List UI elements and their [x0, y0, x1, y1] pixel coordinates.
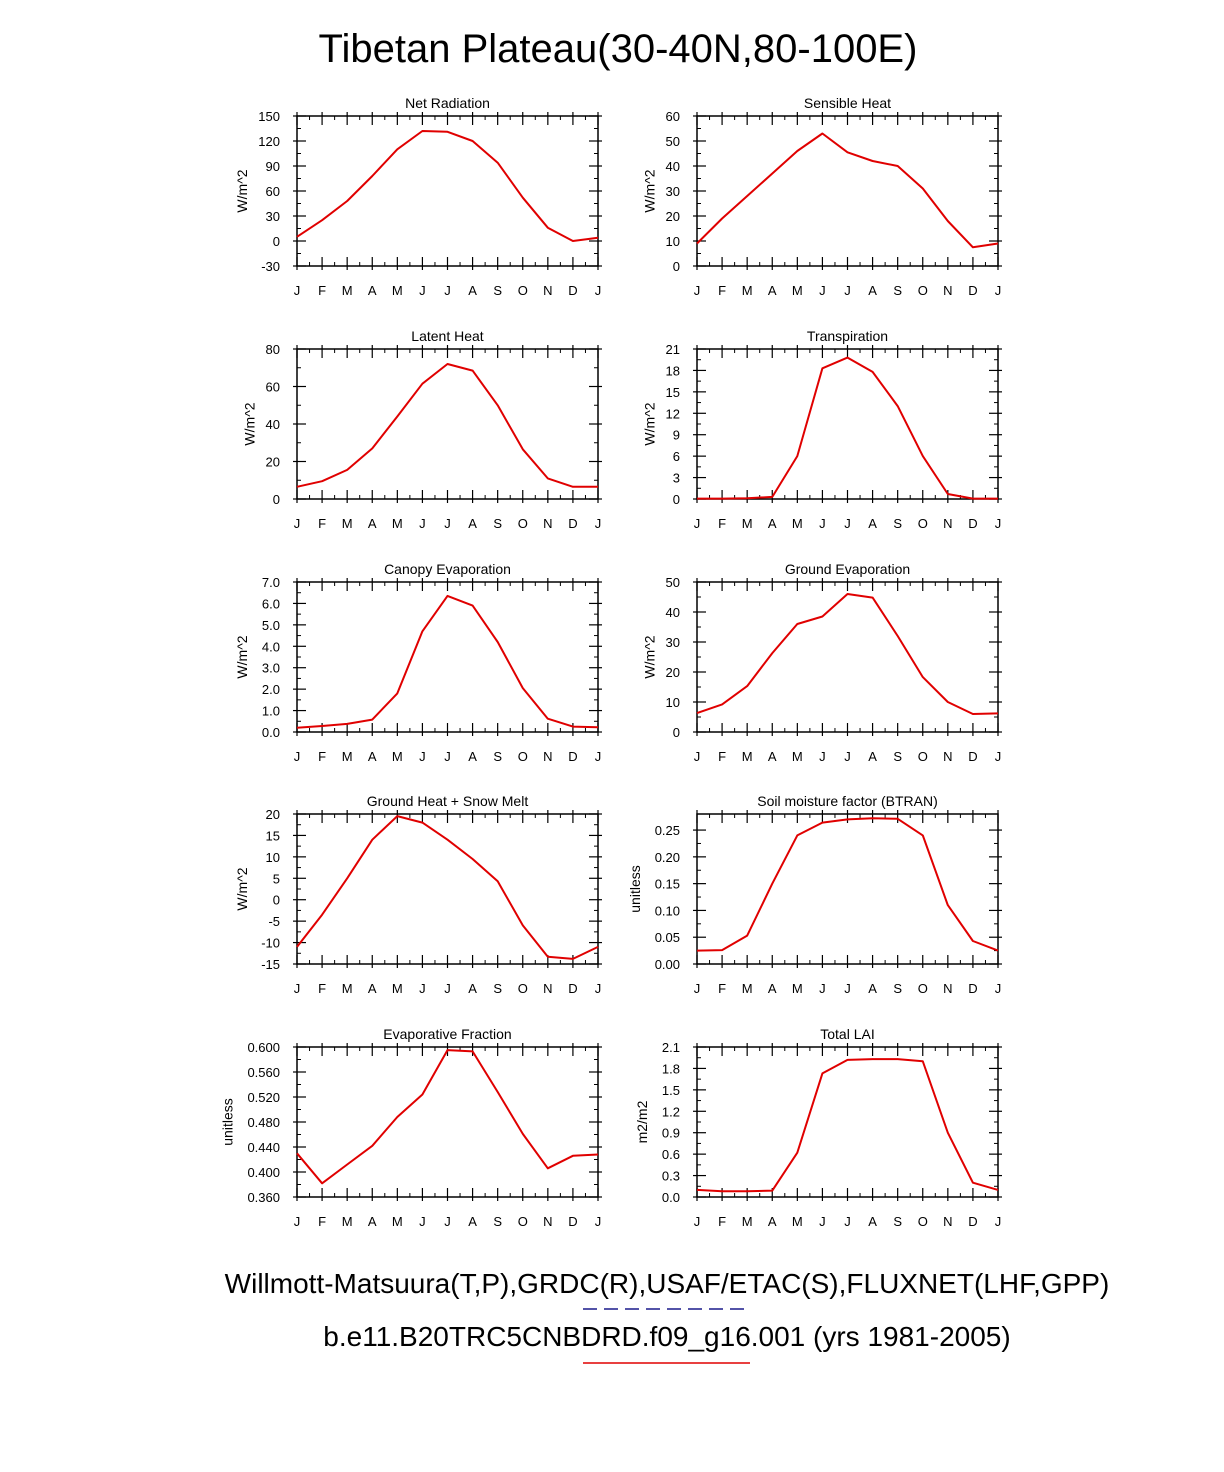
- y-tick-label: 4.0: [261, 639, 280, 655]
- x-tick-label: S: [893, 749, 903, 764]
- y-tick-label: 10: [665, 234, 680, 249]
- x-tick-label: J: [594, 749, 602, 764]
- x-tick-label: F: [718, 1214, 727, 1229]
- x-tick-label: J: [594, 1214, 602, 1229]
- x-tick-label: O: [517, 283, 528, 298]
- x-tick-label: M: [341, 981, 353, 996]
- x-tick-label: F: [318, 981, 327, 996]
- y-tick-label: 1.5: [661, 1082, 680, 1098]
- x-tick-label: F: [718, 283, 727, 298]
- x-tick-label: J: [594, 981, 602, 996]
- y-tick-label: 30: [665, 635, 680, 650]
- x-tick-label: O: [917, 749, 928, 764]
- y-tick-label: 2.1: [661, 1040, 680, 1055]
- x-tick-label: J: [819, 981, 826, 996]
- y-axis: [666, 575, 1002, 740]
- y-tick-label: 10: [665, 695, 680, 710]
- panel-ground-evaporation: [641, 561, 1002, 764]
- x-tick-label: J: [293, 1214, 301, 1229]
- x-tick-label: D: [568, 749, 578, 764]
- y-tick-label: 0: [672, 725, 680, 740]
- x-tick-label: D: [968, 283, 978, 298]
- panel-title: Soil moisture factor (BTRAN): [757, 793, 938, 809]
- x-tick-label: A: [767, 283, 777, 298]
- x-tick-label: S: [493, 1214, 503, 1229]
- y-tick-label: 50: [665, 575, 680, 590]
- x-tick-label: J: [293, 516, 301, 531]
- y-tick-label: 18: [665, 363, 680, 379]
- y-tick-label: 0: [672, 259, 680, 274]
- panel-title: Sensible Heat: [803, 95, 892, 111]
- y-tick-label: 0.20: [654, 849, 680, 865]
- x-tick-label: A: [868, 749, 877, 764]
- y-axis-label: W/m^2: [641, 402, 658, 446]
- x-tick-label: M: [791, 981, 803, 996]
- y-tick-label: 12: [665, 406, 680, 422]
- x-tick-label: M: [391, 1214, 403, 1229]
- x-tick-label: J: [994, 749, 1002, 764]
- x-tick-label: N: [543, 283, 553, 298]
- panel-ground-heat-snow-melt: [234, 793, 602, 996]
- x-tick-label: J: [693, 749, 701, 764]
- panel-title: Ground Heat + Snow Melt: [366, 793, 529, 809]
- x-tick-label: O: [917, 283, 928, 298]
- x-tick-label: M: [391, 749, 403, 764]
- y-axis: [666, 342, 1002, 507]
- x-axis: [694, 578, 1002, 764]
- y-tick-label: 60: [265, 184, 280, 199]
- x-tick-label: O: [917, 981, 928, 996]
- y-tick-label: 0: [672, 492, 680, 507]
- y-axis-label: W/m^2: [234, 635, 251, 679]
- plot-frame: [297, 349, 598, 499]
- series-line: [297, 596, 598, 728]
- y-tick-label: 40: [665, 605, 680, 620]
- x-tick-label: F: [318, 516, 327, 531]
- y-axis-label: m2/m2: [634, 1100, 651, 1144]
- x-tick-label: M: [741, 516, 753, 531]
- y-axis: [247, 1040, 602, 1205]
- x-tick-label: J: [293, 749, 301, 764]
- x-tick-label: A: [767, 981, 777, 996]
- y-tick-label: 30: [665, 184, 680, 199]
- x-tick-label: J: [594, 516, 602, 531]
- x-tick-label: J: [419, 516, 426, 531]
- x-tick-label: D: [568, 981, 578, 996]
- x-tick-label: S: [493, 981, 503, 996]
- panel-total-lai: [634, 1026, 1002, 1229]
- series-line: [697, 594, 998, 714]
- y-tick-label: 120: [258, 134, 280, 149]
- y-tick-label: 0.3: [661, 1168, 680, 1184]
- x-axis: [694, 112, 1002, 298]
- y-axis: [666, 109, 1002, 274]
- x-axis: [694, 810, 1002, 996]
- x-tick-label: A: [868, 516, 877, 531]
- y-tick-label: 10: [265, 849, 280, 865]
- x-tick-label: S: [493, 749, 503, 764]
- x-tick-label: J: [444, 516, 451, 531]
- x-tick-label: F: [318, 749, 327, 764]
- panel-title: Total LAI: [820, 1026, 875, 1042]
- panel-evaporative-fraction: [220, 1026, 603, 1229]
- x-tick-label: N: [543, 516, 553, 531]
- x-axis: [294, 810, 602, 996]
- panel-title: Latent Heat: [411, 328, 484, 344]
- y-tick-label: 60: [265, 379, 280, 395]
- y-tick-label: 20: [265, 807, 280, 822]
- x-tick-label: S: [893, 283, 903, 298]
- x-tick-label: J: [819, 516, 826, 531]
- panel-canopy-evaporation: [234, 561, 602, 764]
- x-tick-label: M: [791, 749, 803, 764]
- x-tick-label: N: [943, 516, 953, 531]
- y-tick-label: -5: [268, 914, 280, 930]
- plot-frame: [697, 1047, 998, 1197]
- y-tick-label: 0.0: [661, 1190, 680, 1205]
- x-tick-label: F: [718, 516, 727, 531]
- y-tick-label: 5.0: [261, 617, 280, 633]
- x-tick-label: D: [968, 516, 978, 531]
- y-tick-label: 3: [672, 470, 680, 486]
- x-axis: [694, 1043, 1002, 1229]
- y-tick-label: 15: [265, 828, 280, 844]
- y-tick-label: 0.10: [654, 903, 680, 919]
- x-tick-label: O: [517, 981, 528, 996]
- panel-title: Ground Evaporation: [784, 561, 911, 577]
- y-tick-label: 20: [665, 665, 680, 680]
- plot-frame: [297, 116, 598, 266]
- x-tick-label: N: [943, 981, 953, 996]
- x-tick-label: J: [994, 283, 1002, 298]
- series-line: [697, 358, 998, 499]
- x-axis: [694, 345, 1002, 531]
- x-axis: [294, 1043, 602, 1229]
- x-tick-label: A: [468, 1214, 477, 1229]
- y-tick-label: 6.0: [261, 596, 280, 612]
- x-tick-label: J: [444, 283, 451, 298]
- x-tick-label: M: [341, 283, 353, 298]
- x-tick-label: M: [741, 1214, 753, 1229]
- y-tick-label: 30: [265, 209, 280, 224]
- x-tick-label: J: [419, 1214, 426, 1229]
- x-tick-label: M: [391, 516, 403, 531]
- y-tick-label: 3.0: [261, 660, 280, 676]
- x-tick-label: J: [693, 1214, 701, 1229]
- x-tick-label: J: [844, 283, 851, 298]
- panel-title: Evaporative Fraction: [383, 1026, 512, 1042]
- x-tick-label: F: [718, 749, 727, 764]
- x-tick-label: J: [693, 283, 701, 298]
- x-tick-label: J: [419, 749, 426, 764]
- y-tick-label: 0.25: [654, 823, 680, 839]
- y-axis-label: W/m^2: [234, 867, 251, 911]
- x-tick-label: J: [844, 516, 851, 531]
- x-tick-label: J: [819, 1214, 826, 1229]
- panel-latent-heat: [241, 328, 602, 531]
- x-tick-label: D: [968, 1214, 978, 1229]
- x-tick-label: A: [468, 283, 477, 298]
- figure-title: Tibetan Plateau(30-40N,80-100E): [318, 27, 918, 71]
- x-tick-label: A: [367, 1214, 377, 1229]
- y-tick-label: 2.0: [261, 682, 280, 698]
- x-tick-label: A: [767, 749, 777, 764]
- series-line: [297, 1050, 598, 1183]
- plot-frame: [697, 116, 998, 266]
- x-tick-label: J: [994, 1214, 1002, 1229]
- x-tick-label: A: [868, 981, 877, 996]
- x-tick-label: S: [493, 516, 503, 531]
- x-tick-label: S: [893, 981, 903, 996]
- panel-title: Net Radiation: [405, 95, 490, 111]
- y-tick-label: 6: [672, 449, 680, 465]
- y-axis-label: unitless: [219, 1098, 236, 1146]
- x-tick-label: A: [767, 1214, 777, 1229]
- x-tick-label: O: [517, 516, 528, 531]
- x-tick-label: D: [568, 283, 578, 298]
- y-tick-label: 20: [265, 454, 280, 470]
- x-tick-label: J: [444, 1214, 451, 1229]
- y-tick-label: 40: [265, 417, 280, 432]
- panel-soil-moisture-factor-btran: [627, 793, 1002, 996]
- y-tick-label: 5: [272, 871, 280, 887]
- plot-frame: [297, 814, 598, 964]
- y-tick-label: 50: [665, 134, 680, 149]
- x-tick-label: J: [819, 749, 826, 764]
- plot-frame: [697, 814, 998, 964]
- y-tick-label: 0.520: [247, 1090, 280, 1105]
- x-tick-label: J: [293, 283, 301, 298]
- y-axis-label: W/m^2: [234, 169, 251, 213]
- x-tick-label: D: [968, 981, 978, 996]
- x-tick-label: J: [844, 1214, 851, 1229]
- y-tick-label: 0.00: [654, 957, 680, 972]
- y-tick-label: 20: [665, 209, 680, 224]
- x-tick-label: A: [868, 283, 877, 298]
- y-tick-label: 80: [265, 342, 280, 357]
- y-tick-label: 0.360: [247, 1190, 280, 1205]
- plot-frame: [697, 582, 998, 732]
- y-tick-label: 0.400: [247, 1165, 280, 1180]
- panels: [220, 95, 1003, 1229]
- y-axis-label: W/m^2: [241, 402, 258, 446]
- x-tick-label: A: [367, 516, 377, 531]
- x-tick-label: N: [943, 749, 953, 764]
- x-tick-label: J: [693, 516, 701, 531]
- x-tick-label: D: [968, 749, 978, 764]
- series-line: [297, 131, 598, 241]
- y-tick-label: 0.480: [247, 1115, 280, 1130]
- panel-sensible-heat: [641, 95, 1002, 298]
- x-tick-label: F: [718, 981, 727, 996]
- y-tick-label: 0.560: [247, 1065, 280, 1080]
- x-tick-label: M: [341, 1214, 353, 1229]
- x-tick-label: J: [419, 283, 426, 298]
- panel-title: Transpiration: [806, 328, 889, 344]
- x-tick-label: N: [943, 1214, 953, 1229]
- x-tick-label: M: [791, 516, 803, 531]
- x-tick-label: M: [741, 749, 753, 764]
- y-tick-label: 1.0: [261, 703, 280, 719]
- y-axis-label: unitless: [626, 865, 643, 913]
- x-tick-label: F: [318, 283, 327, 298]
- x-tick-label: A: [868, 1214, 877, 1229]
- y-tick-label: 0.600: [247, 1040, 280, 1055]
- y-tick-label: 0.6: [661, 1147, 680, 1163]
- legend-obs-label: Willmott-Matsuura(T,P),GRDC(R),USAF/ETAC(S),FLUXNET(LHF,GPP): [224, 1268, 1110, 1299]
- x-tick-label: O: [917, 516, 928, 531]
- x-tick-label: A: [468, 981, 477, 996]
- y-tick-label: 0.440: [247, 1140, 280, 1155]
- y-tick-label: 1.2: [661, 1104, 680, 1120]
- x-tick-label: J: [444, 981, 451, 996]
- legend: [225, 1268, 1110, 1363]
- y-axis: [662, 1040, 1002, 1205]
- y-tick-label: 90: [265, 159, 280, 174]
- x-tick-label: N: [543, 981, 553, 996]
- y-tick-label: -30: [261, 259, 280, 274]
- x-tick-label: M: [341, 516, 353, 531]
- plot-frame: [697, 349, 998, 499]
- y-tick-label: 21: [665, 342, 680, 357]
- x-tick-label: O: [917, 1214, 928, 1229]
- x-tick-label: A: [367, 981, 377, 996]
- series-line: [697, 134, 998, 248]
- x-tick-label: S: [893, 516, 903, 531]
- x-tick-label: D: [568, 1214, 578, 1229]
- series-line: [297, 816, 598, 959]
- x-tick-label: S: [493, 283, 503, 298]
- plot-frame: [297, 1047, 598, 1197]
- x-tick-label: M: [391, 283, 403, 298]
- plot-frame: [297, 582, 598, 732]
- x-tick-label: J: [594, 283, 602, 298]
- x-tick-label: J: [844, 981, 851, 996]
- x-tick-label: D: [568, 516, 578, 531]
- x-tick-label: J: [994, 981, 1002, 996]
- x-tick-label: J: [819, 283, 826, 298]
- x-tick-label: A: [367, 749, 377, 764]
- x-tick-label: J: [419, 981, 426, 996]
- y-axis-label: W/m^2: [641, 635, 658, 679]
- x-axis: [294, 345, 602, 531]
- x-tick-label: M: [791, 1214, 803, 1229]
- y-axis: [262, 575, 602, 740]
- x-tick-label: A: [367, 283, 377, 298]
- panel-net-radiation: [234, 95, 602, 298]
- x-tick-label: J: [844, 749, 851, 764]
- y-axis-label: W/m^2: [641, 169, 658, 213]
- x-tick-label: J: [293, 981, 301, 996]
- x-tick-label: N: [543, 749, 553, 764]
- series-line: [697, 1059, 998, 1191]
- x-axis: [294, 112, 602, 298]
- y-tick-label: 0: [272, 492, 280, 507]
- x-tick-label: O: [517, 1214, 528, 1229]
- y-tick-label: 0.15: [654, 876, 680, 892]
- x-tick-label: F: [318, 1214, 327, 1229]
- x-tick-label: A: [468, 516, 477, 531]
- y-tick-label: 15: [665, 384, 680, 400]
- y-tick-label: 60: [665, 109, 680, 124]
- x-tick-label: M: [741, 981, 753, 996]
- x-tick-label: S: [893, 1214, 903, 1229]
- legend-model-label: b.e11.B20TRC5CNBDRD.f09_g16.001 (yrs 1981-2005): [323, 1321, 1011, 1352]
- y-tick-label: -10: [261, 935, 280, 951]
- y-tick-label: 7.0: [261, 575, 280, 590]
- y-axis: [261, 807, 602, 972]
- y-tick-label: 0.0: [261, 725, 280, 740]
- x-axis: [294, 578, 602, 764]
- x-tick-label: N: [943, 283, 953, 298]
- panel-transpiration: [641, 328, 1002, 531]
- y-tick-label: 0: [272, 234, 280, 249]
- x-tick-label: M: [741, 283, 753, 298]
- series-line: [297, 364, 598, 487]
- y-tick-label: 40: [665, 159, 680, 174]
- y-tick-label: 9: [672, 427, 680, 443]
- x-tick-label: O: [517, 749, 528, 764]
- y-tick-label: 0.05: [654, 930, 680, 946]
- y-tick-label: 1.8: [661, 1061, 680, 1077]
- x-tick-label: N: [543, 1214, 553, 1229]
- x-tick-label: A: [468, 749, 477, 764]
- x-tick-label: J: [693, 981, 701, 996]
- y-tick-label: -15: [261, 957, 280, 972]
- y-tick-label: 0.9: [661, 1125, 680, 1141]
- y-tick-label: 150: [258, 109, 280, 124]
- x-tick-label: J: [994, 516, 1002, 531]
- x-tick-label: M: [341, 749, 353, 764]
- y-axis: [258, 109, 602, 274]
- y-tick-label: 0: [272, 892, 280, 908]
- x-tick-label: A: [767, 516, 777, 531]
- x-tick-label: M: [391, 981, 403, 996]
- x-tick-label: M: [791, 283, 803, 298]
- panel-title: Canopy Evaporation: [384, 561, 511, 577]
- x-tick-label: J: [444, 749, 451, 764]
- series-line: [697, 818, 998, 950]
